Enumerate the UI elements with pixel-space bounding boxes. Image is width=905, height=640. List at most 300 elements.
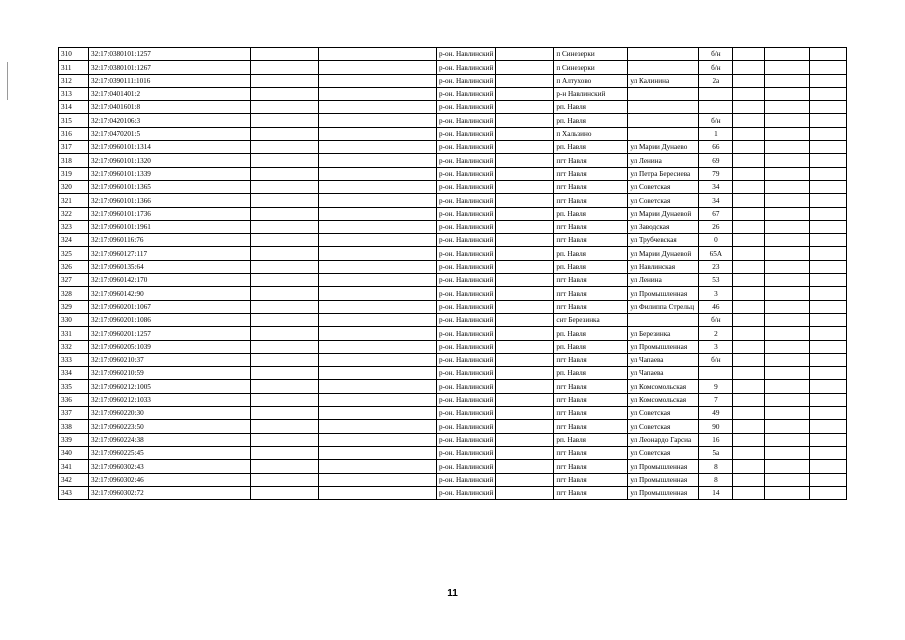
empty-cell xyxy=(319,87,437,100)
house-number: 9 xyxy=(699,380,733,393)
empty-cell xyxy=(496,300,554,313)
house-number: 2а xyxy=(699,74,733,87)
empty-cell xyxy=(496,260,554,273)
table-row xyxy=(59,446,847,459)
row-number: 327 xyxy=(59,274,89,287)
empty-cell xyxy=(496,420,554,433)
empty-cell xyxy=(251,340,319,353)
house-number: 14 xyxy=(699,486,733,499)
locality: пгт Навля xyxy=(554,154,628,167)
empty-cell xyxy=(733,340,765,353)
empty-cell xyxy=(765,486,810,499)
empty-cell xyxy=(251,260,319,273)
table-row xyxy=(59,141,847,154)
street xyxy=(628,127,699,140)
locality: пгт Навля xyxy=(554,274,628,287)
street: ул Советская xyxy=(628,420,699,433)
empty-cell xyxy=(251,393,319,406)
empty-cell xyxy=(733,194,765,207)
cadastral-number: 32:17:0960212:1005 xyxy=(89,380,251,393)
empty-cell xyxy=(810,207,847,220)
empty-cell xyxy=(319,300,437,313)
street: ул Марии Дунаево xyxy=(628,141,699,154)
cadastral-number: 32:17:0960142:90 xyxy=(89,287,251,300)
empty-cell xyxy=(496,87,554,100)
row-number: 324 xyxy=(59,234,89,247)
empty-cell xyxy=(810,141,847,154)
street: ул Филиппа Стрельц xyxy=(628,300,699,313)
street: ул Ленина xyxy=(628,274,699,287)
empty-cell xyxy=(496,486,554,499)
empty-cell xyxy=(733,486,765,499)
empty-cell xyxy=(733,313,765,326)
table-row xyxy=(59,74,847,87)
house-number: 8 xyxy=(699,460,733,473)
house-number: б/н xyxy=(699,353,733,366)
row-number: 343 xyxy=(59,486,89,499)
empty-cell xyxy=(251,367,319,380)
row-number: 339 xyxy=(59,433,89,446)
empty-cell xyxy=(319,194,437,207)
row-number: 333 xyxy=(59,353,89,366)
locality: пгт Навля xyxy=(554,446,628,459)
row-number: 340 xyxy=(59,446,89,459)
row-number: 318 xyxy=(59,154,89,167)
locality: р-н Навлинский xyxy=(554,87,628,100)
locality: рп. Навля xyxy=(554,367,628,380)
empty-cell xyxy=(251,61,319,74)
house-number: 1 xyxy=(699,127,733,140)
cadastral-number: 32:17:0960225:45 xyxy=(89,446,251,459)
row-number: 319 xyxy=(59,167,89,180)
empty-cell xyxy=(733,380,765,393)
empty-cell xyxy=(810,154,847,167)
table-row xyxy=(59,180,847,193)
district: р-он. Навлинский xyxy=(437,114,496,127)
empty-cell xyxy=(319,141,437,154)
empty-cell xyxy=(765,207,810,220)
empty-cell xyxy=(810,194,847,207)
house-number: 2 xyxy=(699,327,733,340)
empty-cell xyxy=(319,180,437,193)
street: ул Леонардо Гарсиа xyxy=(628,433,699,446)
empty-cell xyxy=(319,327,437,340)
table-row xyxy=(59,460,847,473)
empty-cell xyxy=(733,61,765,74)
empty-cell xyxy=(496,460,554,473)
empty-cell xyxy=(319,460,437,473)
district: р-он. Навлинский xyxy=(437,154,496,167)
locality: пгт Навля xyxy=(554,473,628,486)
empty-cell xyxy=(251,87,319,100)
empty-cell xyxy=(319,353,437,366)
empty-cell xyxy=(810,114,847,127)
row-number: 331 xyxy=(59,327,89,340)
empty-cell xyxy=(733,420,765,433)
district: р-он. Навлинский xyxy=(437,407,496,420)
empty-cell xyxy=(765,473,810,486)
empty-cell xyxy=(496,167,554,180)
empty-cell xyxy=(810,167,847,180)
row-number: 310 xyxy=(59,48,89,61)
cadastral-number: 32:17:0960224:38 xyxy=(89,433,251,446)
empty-cell xyxy=(496,61,554,74)
street: ул Чапаева xyxy=(628,353,699,366)
cadastral-number: 32:17:0390111:1016 xyxy=(89,74,251,87)
empty-cell xyxy=(733,407,765,420)
district: р-он. Навлинский xyxy=(437,313,496,326)
empty-cell xyxy=(319,407,437,420)
table-row xyxy=(59,260,847,273)
empty-cell xyxy=(733,274,765,287)
table-row xyxy=(59,167,847,180)
empty-cell xyxy=(733,167,765,180)
empty-cell xyxy=(319,420,437,433)
empty-cell xyxy=(319,61,437,74)
row-number: 332 xyxy=(59,340,89,353)
empty-cell xyxy=(765,393,810,406)
district: р-он. Навлинский xyxy=(437,446,496,459)
page-number: 11 xyxy=(447,588,458,599)
empty-cell xyxy=(765,194,810,207)
empty-cell xyxy=(765,420,810,433)
district: р-он. Навлинский xyxy=(437,141,496,154)
cadastral-number: 32:17:0960201:1086 xyxy=(89,313,251,326)
row-number: 322 xyxy=(59,207,89,220)
empty-cell xyxy=(733,433,765,446)
registry-table xyxy=(58,47,847,500)
empty-cell xyxy=(810,61,847,74)
empty-cell xyxy=(733,353,765,366)
house-number: 49 xyxy=(699,407,733,420)
empty-cell xyxy=(319,380,437,393)
row-number: 335 xyxy=(59,380,89,393)
table-row xyxy=(59,287,847,300)
empty-cell xyxy=(810,327,847,340)
row-number: 315 xyxy=(59,114,89,127)
street xyxy=(628,87,699,100)
empty-cell xyxy=(733,114,765,127)
empty-cell xyxy=(765,274,810,287)
empty-cell xyxy=(319,446,437,459)
empty-cell xyxy=(765,300,810,313)
street: ул Березинка xyxy=(628,327,699,340)
empty-cell xyxy=(810,287,847,300)
empty-cell xyxy=(733,460,765,473)
empty-cell xyxy=(496,154,554,167)
empty-cell xyxy=(733,101,765,114)
district: р-он. Навлинский xyxy=(437,167,496,180)
empty-cell xyxy=(765,367,810,380)
district: р-он. Навлинский xyxy=(437,486,496,499)
empty-cell xyxy=(765,220,810,233)
district: р-он. Навлинский xyxy=(437,380,496,393)
empty-cell xyxy=(810,486,847,499)
cadastral-number: 32:17:0960135:64 xyxy=(89,260,251,273)
cadastral-number: 32:17:0401401:2 xyxy=(89,87,251,100)
empty-cell xyxy=(765,180,810,193)
locality: пгт Навля xyxy=(554,460,628,473)
table-row xyxy=(59,486,847,499)
table-row xyxy=(59,234,847,247)
cadastral-number: 32:17:0960212:1033 xyxy=(89,393,251,406)
empty-cell xyxy=(765,74,810,87)
locality: пгт Навля xyxy=(554,407,628,420)
cadastral-number: 32:17:0401601:8 xyxy=(89,101,251,114)
district: р-он. Навлинский xyxy=(437,393,496,406)
locality: рп. Навля xyxy=(554,260,628,273)
street xyxy=(628,313,699,326)
scan-edge-mark xyxy=(7,62,8,100)
district: р-он. Навлинский xyxy=(437,61,496,74)
locality: рп. Навля xyxy=(554,247,628,260)
cadastral-number: 32:17:0960302:43 xyxy=(89,460,251,473)
street: ул Советская xyxy=(628,407,699,420)
cadastral-number: 32:17:0420106:3 xyxy=(89,114,251,127)
district: р-он. Навлинский xyxy=(437,87,496,100)
cadastral-number: 32:17:0960302:72 xyxy=(89,486,251,499)
district: р-он. Навлинский xyxy=(437,353,496,366)
row-number: 329 xyxy=(59,300,89,313)
empty-cell xyxy=(251,486,319,499)
district: р-он. Навлинский xyxy=(437,340,496,353)
empty-cell xyxy=(251,353,319,366)
empty-cell xyxy=(733,473,765,486)
district: р-он. Навлинский xyxy=(437,101,496,114)
street: ул Советская xyxy=(628,194,699,207)
empty-cell xyxy=(319,433,437,446)
street xyxy=(628,101,699,114)
row-number: 326 xyxy=(59,260,89,273)
locality: п Алтухово xyxy=(554,74,628,87)
cadastral-number: 32:17:0960101:1366 xyxy=(89,194,251,207)
empty-cell xyxy=(496,74,554,87)
house-number: 16 xyxy=(699,433,733,446)
empty-cell xyxy=(810,74,847,87)
district: р-он. Навлинский xyxy=(437,127,496,140)
empty-cell xyxy=(810,393,847,406)
empty-cell xyxy=(319,260,437,273)
cadastral-number: 32:17:0960205:1039 xyxy=(89,340,251,353)
empty-cell xyxy=(251,207,319,220)
row-number: 337 xyxy=(59,407,89,420)
empty-cell xyxy=(765,154,810,167)
cadastral-number: 32:17:0960101:1320 xyxy=(89,154,251,167)
district: р-он. Навлинский xyxy=(437,367,496,380)
house-number: 3 xyxy=(699,340,733,353)
cadastral-number: 32:17:0960220:30 xyxy=(89,407,251,420)
empty-cell xyxy=(496,274,554,287)
empty-cell xyxy=(496,220,554,233)
empty-cell xyxy=(810,247,847,260)
empty-cell xyxy=(319,74,437,87)
empty-cell xyxy=(319,340,437,353)
locality: рп. Навля xyxy=(554,327,628,340)
house-number: б/н xyxy=(699,61,733,74)
empty-cell xyxy=(496,234,554,247)
locality: рп. Навля xyxy=(554,207,628,220)
house-number: 7 xyxy=(699,393,733,406)
empty-cell xyxy=(765,141,810,154)
registry-body xyxy=(59,48,847,500)
empty-cell xyxy=(810,260,847,273)
district: р-он. Навлинский xyxy=(437,274,496,287)
table-row xyxy=(59,101,847,114)
empty-cell xyxy=(733,207,765,220)
district: р-он. Навлинский xyxy=(437,74,496,87)
street: ул Комсомольская xyxy=(628,380,699,393)
empty-cell xyxy=(496,114,554,127)
street: ул Промышленная xyxy=(628,340,699,353)
street xyxy=(628,61,699,74)
street: ул Заводская xyxy=(628,220,699,233)
empty-cell xyxy=(251,194,319,207)
row-number: 323 xyxy=(59,220,89,233)
table-row xyxy=(59,433,847,446)
table-row xyxy=(59,274,847,287)
house-number: 34 xyxy=(699,194,733,207)
cadastral-number: 32:17:0960101:1314 xyxy=(89,141,251,154)
empty-cell xyxy=(251,74,319,87)
empty-cell xyxy=(733,327,765,340)
cadastral-number: 32:17:0960302:46 xyxy=(89,473,251,486)
empty-cell xyxy=(810,473,847,486)
locality: рп. Навля xyxy=(554,340,628,353)
empty-cell xyxy=(810,460,847,473)
street: ул Трубчевская xyxy=(628,234,699,247)
empty-cell xyxy=(319,247,437,260)
empty-cell xyxy=(319,274,437,287)
row-number: 325 xyxy=(59,247,89,260)
empty-cell xyxy=(765,353,810,366)
house-number: 90 xyxy=(699,420,733,433)
district: р-он. Навлинский xyxy=(437,460,496,473)
row-number: 312 xyxy=(59,74,89,87)
empty-cell xyxy=(765,313,810,326)
empty-cell xyxy=(733,446,765,459)
table-row xyxy=(59,207,847,220)
empty-cell xyxy=(733,260,765,273)
empty-cell xyxy=(496,407,554,420)
locality: пгт Навля xyxy=(554,287,628,300)
empty-cell xyxy=(496,127,554,140)
cadastral-number: 32:17:0960101:1961 xyxy=(89,220,251,233)
empty-cell xyxy=(319,287,437,300)
empty-cell xyxy=(251,127,319,140)
house-number: 8 xyxy=(699,473,733,486)
empty-cell xyxy=(765,234,810,247)
empty-cell xyxy=(810,234,847,247)
locality: пгт Навля xyxy=(554,300,628,313)
empty-cell xyxy=(765,167,810,180)
house-number: 65А xyxy=(699,247,733,260)
table-row xyxy=(59,367,847,380)
cadastral-number: 32:17:0960127:117 xyxy=(89,247,251,260)
table-row xyxy=(59,114,847,127)
district: р-он. Навлинский xyxy=(437,473,496,486)
street: ул Марии Дунаевой xyxy=(628,207,699,220)
row-number: 316 xyxy=(59,127,89,140)
district: р-он. Навлинский xyxy=(437,327,496,340)
empty-cell xyxy=(496,446,554,459)
cadastral-number: 32:17:0960142:170 xyxy=(89,274,251,287)
row-number: 338 xyxy=(59,420,89,433)
empty-cell xyxy=(251,114,319,127)
locality: рп. Навля xyxy=(554,433,628,446)
district: р-он. Навлинский xyxy=(437,180,496,193)
house-number xyxy=(699,87,733,100)
district: р-он. Навлинский xyxy=(437,48,496,61)
empty-cell xyxy=(733,127,765,140)
row-number: 313 xyxy=(59,87,89,100)
cadastral-number: 32:17:0960210:37 xyxy=(89,353,251,366)
empty-cell xyxy=(810,180,847,193)
house-number: б/н xyxy=(699,114,733,127)
street xyxy=(628,48,699,61)
cadastral-number: 32:17:0960210:59 xyxy=(89,367,251,380)
empty-cell xyxy=(251,300,319,313)
empty-cell xyxy=(810,101,847,114)
house-number: 26 xyxy=(699,220,733,233)
empty-cell xyxy=(251,274,319,287)
empty-cell xyxy=(765,460,810,473)
street: ул Калинина xyxy=(628,74,699,87)
house-number xyxy=(699,101,733,114)
empty-cell xyxy=(251,313,319,326)
locality: пгт Навля xyxy=(554,353,628,366)
empty-cell xyxy=(810,127,847,140)
empty-cell xyxy=(319,127,437,140)
street: ул Петра Бересиева xyxy=(628,167,699,180)
street: ул Чапаева xyxy=(628,367,699,380)
house-number: 34 xyxy=(699,180,733,193)
street: ул Ленина xyxy=(628,154,699,167)
empty-cell xyxy=(810,353,847,366)
empty-cell xyxy=(496,287,554,300)
empty-cell xyxy=(496,340,554,353)
locality: снт Березинка xyxy=(554,313,628,326)
empty-cell xyxy=(733,141,765,154)
cadastral-number: 32:17:0960101:1736 xyxy=(89,207,251,220)
empty-cell xyxy=(810,300,847,313)
table-row xyxy=(59,353,847,366)
empty-cell xyxy=(251,154,319,167)
empty-cell xyxy=(733,367,765,380)
empty-cell xyxy=(733,287,765,300)
empty-cell xyxy=(251,287,319,300)
district: р-он. Навлинский xyxy=(437,247,496,260)
table-row xyxy=(59,127,847,140)
empty-cell xyxy=(319,220,437,233)
cadastral-number: 32:17:0380101:1267 xyxy=(89,61,251,74)
locality: пгт Навля xyxy=(554,486,628,499)
empty-cell xyxy=(733,87,765,100)
row-number: 334 xyxy=(59,367,89,380)
empty-cell xyxy=(251,234,319,247)
table-row xyxy=(59,61,847,74)
row-number: 342 xyxy=(59,473,89,486)
street xyxy=(628,114,699,127)
empty-cell xyxy=(496,141,554,154)
locality: пгт Навля xyxy=(554,220,628,233)
empty-cell xyxy=(765,433,810,446)
street: ул Промышленная xyxy=(628,287,699,300)
house-number: б/н xyxy=(699,313,733,326)
table-row xyxy=(59,220,847,233)
empty-cell xyxy=(251,433,319,446)
empty-cell xyxy=(810,446,847,459)
locality: пгт Навля xyxy=(554,180,628,193)
